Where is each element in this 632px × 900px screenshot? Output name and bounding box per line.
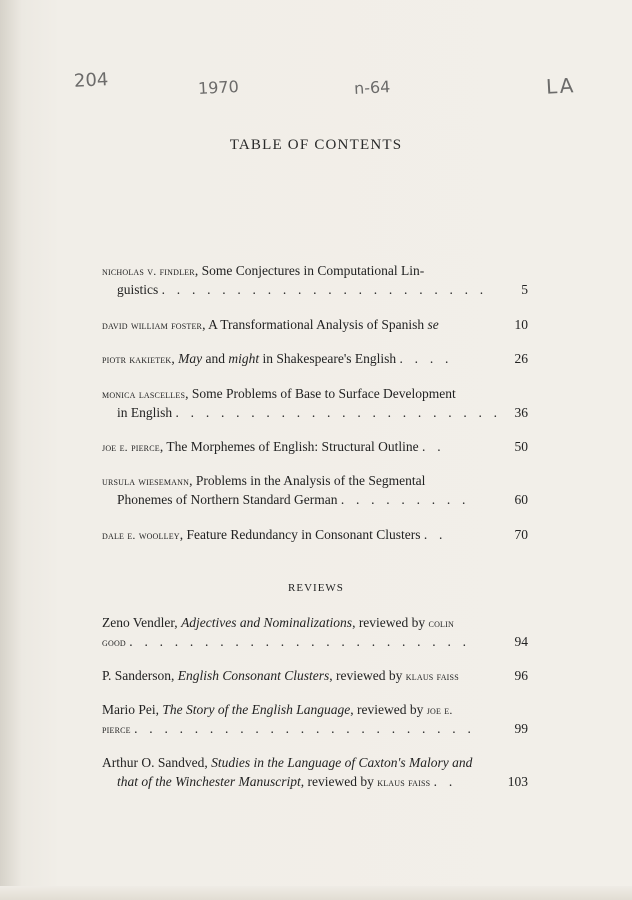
toc-entry[interactable] <box>102 315 528 334</box>
author: ursula wiesemann <box>102 474 190 488</box>
review-work: Adjectives and Nominalizations <box>181 615 353 630</box>
author: piotr kakietek <box>102 352 172 366</box>
entry-title: , A Transformational Analysis of Spanish <box>202 317 428 332</box>
toc-entry[interactable] <box>102 471 528 509</box>
review-work: The Story of the English Language <box>162 702 351 717</box>
reviewer: pierce <box>102 722 131 736</box>
reviewer: joe e. <box>426 703 453 717</box>
entry-title: , The Morphemes of English: Structural Outline <box>159 439 419 454</box>
reviewer: klaus faiss <box>405 669 459 683</box>
author: joe e. pierce <box>102 440 160 454</box>
entry-title: , Problems in the Analysis of the Segmental <box>189 473 426 488</box>
reviews-heading: REVIEWS <box>288 582 344 594</box>
leader-dots: . . <box>422 439 445 454</box>
entry-title-italic: might <box>228 351 260 366</box>
toc-entry[interactable] <box>102 437 528 456</box>
entry-title-cont: in English <box>117 405 173 420</box>
review-work-cont: that of the Winchester Manuscript <box>117 774 301 789</box>
handwritten-note: n-64 <box>353 77 391 98</box>
author: dale e. woolley <box>102 528 180 542</box>
leader-dots: . . . . <box>399 351 453 366</box>
reviewer: good <box>102 635 126 649</box>
review-entry[interactable]: Zeno Vendler, Adjectives and Nominalizations, reviewed by colin good . . . . . . . . . . . . . . . . . . . . . . . 94 <box>102 615 528 649</box>
page-number: 10 <box>514 317 528 332</box>
page-number: 96 <box>514 668 528 683</box>
review-work: English Consonant Clusters <box>177 668 330 683</box>
entry-title: in Shakespeare's English <box>259 351 397 366</box>
handwritten-note: 204 <box>73 69 109 92</box>
author: monica lascelles <box>102 387 186 401</box>
entry-title-cont: Phonemes of Northern Standard German <box>117 492 338 507</box>
review-work: Studies in the Language of Caxton's Malory and <box>211 755 473 770</box>
page-number: 70 <box>514 527 528 542</box>
page-number: 99 <box>514 721 528 736</box>
leader-dots: . . . . . . . . . <box>340 492 470 507</box>
handwritten-note: LA <box>545 73 576 99</box>
page-number: 36 <box>514 405 528 420</box>
page-number: 50 <box>514 439 528 454</box>
handwritten-note: 1970 <box>197 76 240 99</box>
toc-entry[interactable] <box>102 384 528 422</box>
page-edge <box>0 886 632 900</box>
leader-dots: . . . . . . . . . . . . . . . . . . . . . . <box>161 282 488 297</box>
reviewer: klaus faiss <box>377 775 431 789</box>
toc-entry[interactable]: piotr kakietek, May and might in Shakespeare's English . . . . 26 <box>102 351 528 366</box>
review-entry[interactable]: P. Sanderson, English Consonant Clusters, reviewed by klaus faiss 96 <box>102 668 528 683</box>
entry-title-italic: se <box>427 317 439 332</box>
author: david william foster <box>102 318 203 332</box>
page-number: 60 <box>514 492 528 507</box>
leader-dots: . . <box>433 774 457 789</box>
page-number: 26 <box>514 351 528 366</box>
leader-dots: . . <box>423 527 447 542</box>
entry-title-italic: May <box>178 351 203 366</box>
entry-title-cont: guistics <box>117 282 159 297</box>
toc-entry[interactable] <box>102 261 528 299</box>
page-number: 5 <box>521 282 528 297</box>
entry-title: , Feature Redundancy in Consonant Clusters <box>179 527 421 542</box>
page-number: 94 <box>514 634 528 649</box>
page-number: 103 <box>507 774 528 789</box>
entry-title: , Some Conjectures in Computational Lin- <box>194 263 425 278</box>
reviewer: colin <box>428 616 454 630</box>
entry-title: , Some Problems of Base to Surface Development <box>185 386 456 401</box>
leader-dots: . . . . . . . . . . . . . . . . . . . . . . <box>175 405 502 420</box>
leader-dots: . . . . . . . . . . . . . . . . . . . . . . . <box>129 634 471 649</box>
page-title: TABLE OF CONTENTS <box>229 137 403 153</box>
toc-entry[interactable] <box>102 525 528 544</box>
leader-dots: . . . . . . . . . . . . . . . . . . . . . . . <box>134 721 476 736</box>
author: nicholas v. findler <box>102 264 195 278</box>
review-entry[interactable]: Mario Pei, The Story of the English Language, reviewed by joe e. pierce . . . . . . . . . . . . . . . . . . . . . . . 99 <box>102 702 528 736</box>
review-entry[interactable]: Arthur O. Sandved, Studies in the Language of Caxton's Malory and that of the Winchester Manuscript, reviewed by klaus faiss . . 103 <box>102 755 528 789</box>
